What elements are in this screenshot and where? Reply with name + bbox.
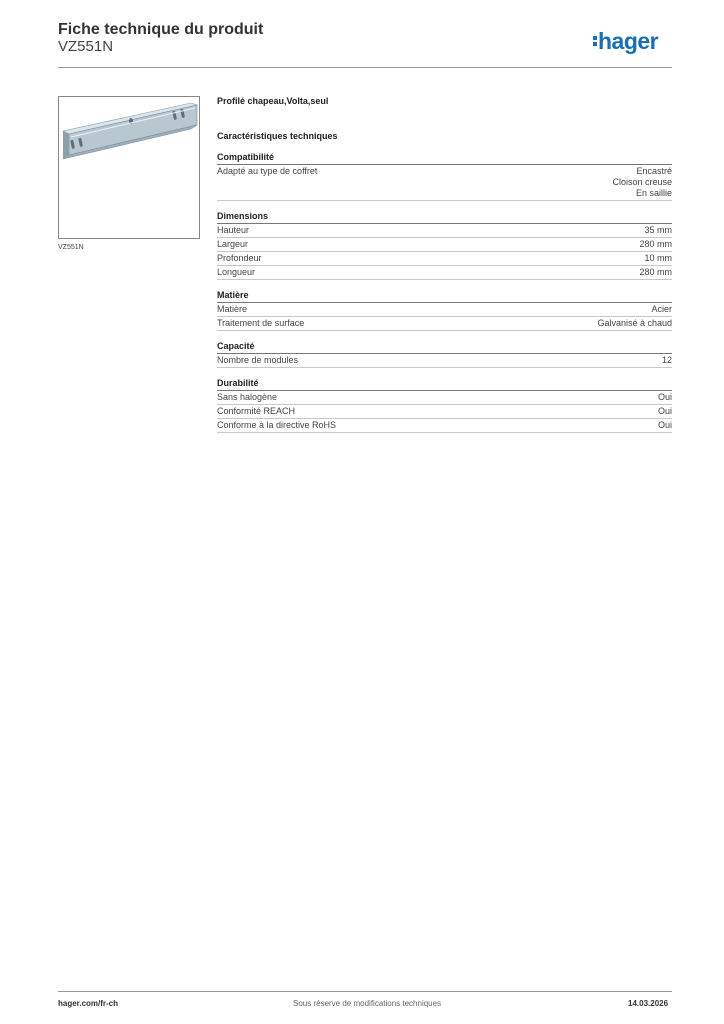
spec-label: Sans halogène [217, 392, 278, 402]
section-dimensions [217, 210, 672, 280]
footer-disclaimer: Sous réserve de modifications techniques [293, 999, 442, 1008]
spec-label: Profondeur [217, 253, 262, 263]
spec-value: Acier [651, 304, 672, 314]
header-divider [58, 67, 672, 68]
section-capacity [217, 340, 672, 368]
spec-label: Hauteur [217, 225, 250, 235]
section-title: Matière [217, 289, 672, 303]
spec-row [217, 303, 672, 317]
rail-left-flange [63, 131, 69, 159]
spec-label: Conforme à la directive RoHS [217, 420, 337, 430]
spec-value: Oui [657, 392, 672, 402]
spec-row [217, 405, 672, 419]
spec-row [217, 238, 672, 252]
spec-value: 10 mm [644, 253, 672, 263]
section-durability [217, 377, 672, 433]
spec-row [217, 354, 672, 368]
section-title: Capacité [217, 340, 672, 354]
spec-value: Oui [657, 420, 672, 430]
spec-row [217, 317, 672, 331]
spec-row [217, 419, 672, 433]
product-name: Profilé chapeau,Volta,seul [217, 96, 329, 106]
spec-value: 280 mm [639, 267, 672, 277]
spec-label: Traitement de surface [217, 318, 305, 328]
footer-date: 14.03.2026 [628, 999, 669, 1008]
spec-label: Adapté au type de coffret [217, 166, 318, 176]
spec-row [217, 266, 672, 280]
spec-value: Encastré [636, 166, 672, 176]
spec-value: 280 mm [639, 239, 672, 249]
spec-label: Conformité REACH [217, 406, 296, 416]
section-material [217, 289, 672, 331]
hager-logo [593, 28, 658, 55]
footer-website-link[interactable]: hager.com/fr-ch [58, 999, 119, 1008]
logo-text: hager [598, 28, 659, 54]
product-image-frame [58, 96, 200, 239]
spec-label: Largeur [217, 239, 249, 249]
section-title: Compatibilité [217, 151, 672, 165]
image-caption: VZ551N [58, 244, 84, 251]
page-title: Fiche technique du produit [58, 21, 264, 38]
spec-label: Longueur [217, 267, 256, 277]
spec-row [217, 391, 672, 405]
logo-dots-icon [593, 34, 598, 48]
spec-value: Oui [657, 406, 672, 416]
footer-divider [58, 991, 672, 992]
spec-label: Nombre de modules [217, 355, 299, 365]
spec-row [217, 252, 672, 266]
section-title: Dimensions [217, 210, 672, 224]
spec-value: En saillie [635, 188, 672, 198]
section-compatibility [217, 151, 672, 201]
spec-value: Galvanisé à chaud [597, 318, 672, 328]
spec-row [217, 224, 672, 238]
spec-value: Cloison creuse [612, 177, 672, 187]
spec-value: 35 mm [644, 225, 672, 235]
spec-values [612, 166, 672, 199]
spec-content [217, 95, 672, 433]
characteristics-title: Caractéristiques techniques [217, 131, 338, 141]
spec-value: 12 [661, 355, 672, 365]
din-rail-image [59, 97, 199, 238]
product-code: VZ551N [58, 38, 114, 55]
section-title: Durabilité [217, 377, 672, 391]
spec-row [217, 165, 672, 201]
spec-label: Matière [217, 304, 248, 314]
